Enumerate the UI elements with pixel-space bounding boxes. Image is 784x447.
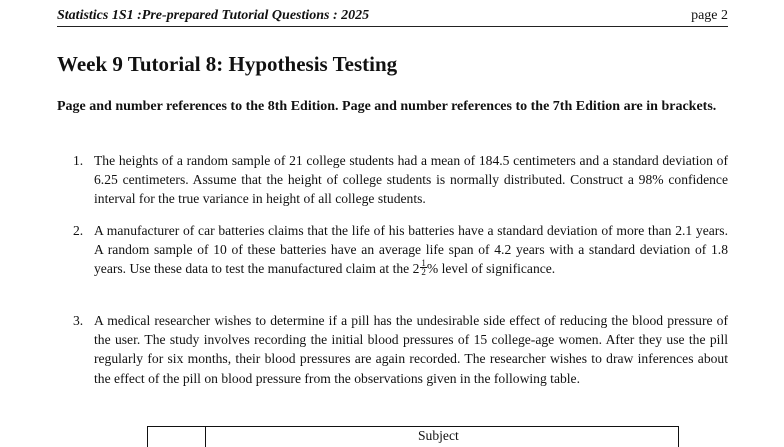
question-number: 1. xyxy=(73,153,84,168)
question-number: 3. xyxy=(73,313,84,328)
question-number: 2. xyxy=(73,223,84,238)
question-1 xyxy=(73,151,728,209)
data-table xyxy=(147,426,679,447)
fraction-denominator: 2 xyxy=(421,267,426,278)
header-course-title: Statistics 1S1 :Pre-prepared Tutorial Questions : 2025 xyxy=(57,8,370,23)
question-2 xyxy=(73,221,728,279)
page-header xyxy=(57,6,728,27)
question-text-part: A manufacturer of car batteries claims that the life of his batteries have a standard deviation of more than 2.1 years. A random sample of 10 of these batteries have an average life span of 4.2 years with a standard deviation of 1.8 years. Use these data to test the manufactured claim at the 2 xyxy=(94,223,728,277)
question-text: The heights of a random sample of 21 college students had a mean of 184.5 centimeters and a standard deviation of 6.25 centimeters. Assume that the height of college students is normally distributed. Construct a 98% confidence interval for the true variance in height of all college students. xyxy=(94,153,728,207)
fraction-numerator: 1 xyxy=(421,258,426,269)
question-text xyxy=(94,221,728,279)
question-text: A medical researcher wishes to determine if a pill has the undesirable side effect of reducing the blood pressure of the user. The study involves recording the initial blood pressures of 15 college-age women. After they use the pill regularly for six months, their blood pressures are again recorded. The researcher wishes to draw inferences about the effect of the pill on blood pressure from the observations given in the following table. xyxy=(94,313,728,386)
header-page-number: page 2 xyxy=(691,8,728,23)
table-header-subject: Subject xyxy=(418,428,459,443)
question-3 xyxy=(73,311,728,388)
page-title: Week 9 Tutorial 8: Hypothesis Testing xyxy=(57,52,398,76)
intro-paragraph: Page and number references to the 8th Edition. Page and number references to the 7th Edition are in brackets. xyxy=(57,99,717,114)
table-column-divider xyxy=(205,427,206,447)
question-text-part: % level of significance. xyxy=(426,261,556,277)
